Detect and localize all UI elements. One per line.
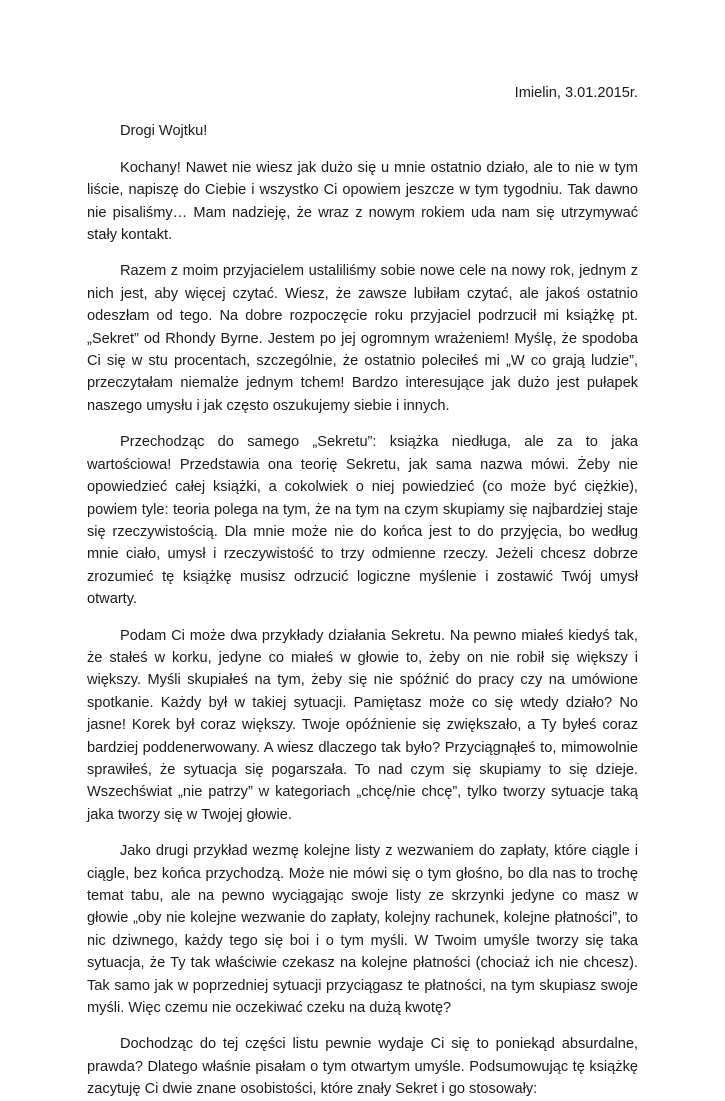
paragraph: Razem z moim przyjacielem ustaliliśmy sobie nowe cele na nowy rok, jednym z nich jest, aby więcej czytać. Wiesz, że zawsze lubiłam czytać, ale jakoś ostatnio odeszłam od tego. Na dobre rozpoczęcie roku przyjaciel podrzucił mi książkę pt. „Sekret” od Rhondy Byrne. Jestem po jej ogromnym wrażeniem! Myślę, że spodoba Ci się w stu procentach, szczególnie, że ostatnio poleciłeś mi „W co grają ludzie”, przeczytałam niemalże jednym tchem! Bardzo interesujące jak dużo jest pułapek naszego umysłu i jak często oszukujemy siebie i innych.: [87, 263, 638, 414]
letter-date: Imielin, 3.01.2015r.: [514, 85, 638, 101]
paragraph: Przechodząc do samego „Sekretu”: książka niedługa, ale za to jaka wartościowa! Przedstawia ona teorię Sekretu, jak sama nazwa mówi. Żeby nie opowiedzieć całej książki, a cokolwiek o niej powiedzieć (co może być ciężkie), powiem tyle: teoria polega na tym, że na tym na czym skupiamy się najbardziej staje się rzeczywistością. Dla mnie może nie do końca jest to do przyjęcia, bo według mnie ciało, umysł i rzeczywistość to trzy odmienne rzeczy. Jeżeli chcesz dobrze zrozumieć tę książkę musisz odrzucić logiczne myślenie i zostawić Twój umysł otwarty.: [87, 434, 638, 608]
paragraph: Podam Ci może dwa przykłady działania Sekretu. Na pewno miałeś kiedyś tak, że stałeś w korku, jedyne co miałeś w głowie to, żeby on nie robił się większy i większy. Myśli skupiałeś na tym, żeby się nie spóźnić do pracy czy na umówione spotkanie. Każdy był w takiej sytuacji. Pamiętasz może co się wtedy działo? No jasne! Korek był coraz większy. Twoje opóźnienie się zwiększało, a Ty byłeś coraz bardziej poddenerwowany. A wiesz dlaczego tak było? Przyciągnąłeś to, mimowolnie sprawiłeś, że sytuacja się pogarszała. To nad czym się skupiamy to się dzieje. Wszechświat „nie patrzy” w kategoriach „chcę/nie chcę”, tylko tworzy sytuacje taką jaka tworzy się w Twojej głowie.: [87, 627, 638, 823]
paragraph: Kochany! Nawet nie wiesz jak dużo się u mnie ostatnio działo, ale to nie w tym liście, napiszę do Ciebie i wszystko Ci opowiem jeszcze w tym tygodniu. Tak dawno nie pisaliśmy… Mam nadzieję, że wraz z nowym rokiem uda nam się utrzymywać stały kontakt.: [87, 159, 638, 244]
letter-page: [87, 82, 638, 1101]
paragraph: Dochodząc do tej części listu pewnie wydaje Ci się to poniekąd absurdalne, prawda? Dlatego właśnie pisałam o tym otwartym umyśle. Podsumowując tę książkę zacytuję Ci dwie znane osobistości, które znały Sekret i go stosowały:: [87, 1036, 638, 1098]
paragraph: Jako drugi przykład wezmę kolejne listy z wezwaniem do zapłaty, które ciągle i ciągle, bez końca przychodzą. Może nie mówi się o tym głośno, bo dla nas to trochę temat tabu, ale na pewno wyciągając swoje listy ze skrzynki jedyne co masz w głowie „oby nie kolejne wezwanie do zapłaty, kolejny rachunek, kolejne płatności”, to nic dziwnego, każdy tego się boi i o tym myśli. W Twoim umyśle tworzy się taka sytuacja, że Ty tak właściwie czekasz na kolejne płatności (chociaż ich nie chcesz). Tak samo jak w poprzedniej sytuacji przyciągasz te płatności, na tym skupiasz swoje myśli. Więc czemu nie oczekiwać czeku na dużą kwotę?: [87, 843, 638, 1017]
letter-greeting: Drogi Wojtku!: [120, 123, 208, 140]
